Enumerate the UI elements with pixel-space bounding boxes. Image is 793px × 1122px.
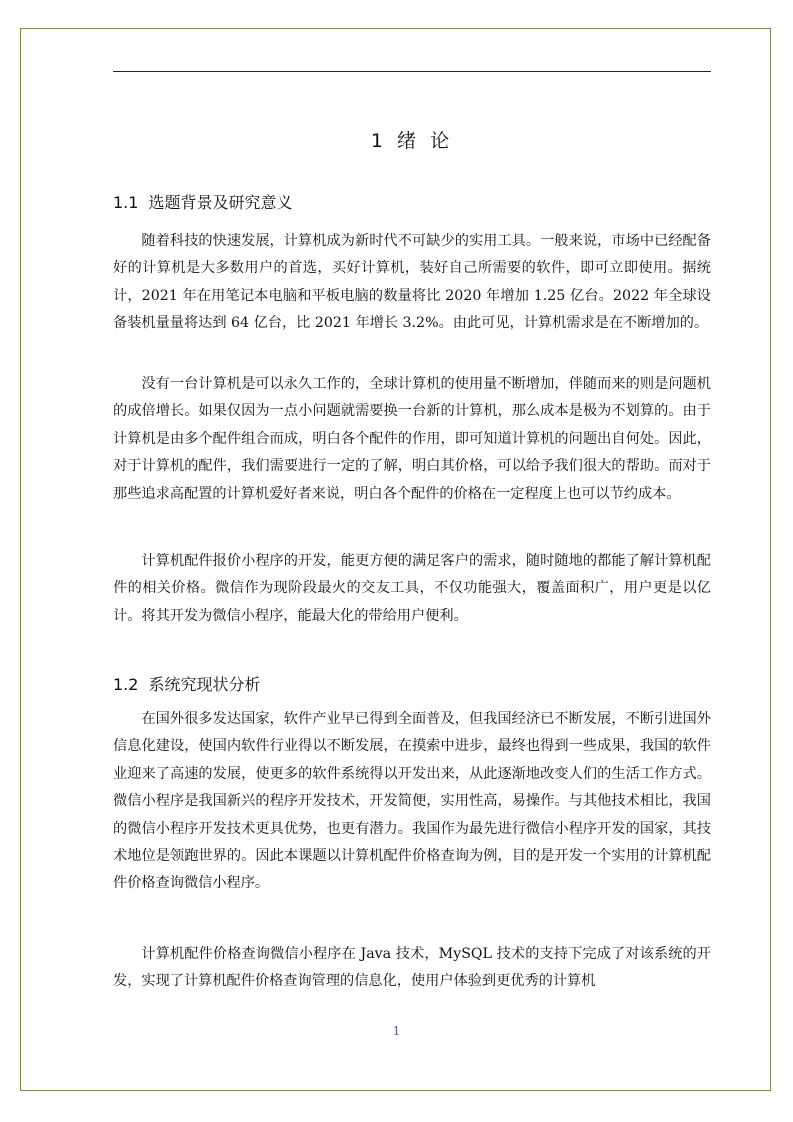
section-title: 选题背景及研究意义 — [148, 193, 293, 212]
paragraph: 计算机配件价格查询微信小程序在 Java 技术，MySQL 技术的支持下完成了对该系统的开发，实现了计算机配件价格查询管理的信息化，使用户体验到更优秀的计算机 — [113, 946, 711, 990]
section-number: 1.2 — [113, 675, 139, 694]
page-number: 1 — [392, 1024, 401, 1038]
paragraph: 在国外很多发达国家，软件产业早已得到全面普及，但我国经济已不断发展，不断引进国外信息化建设，使国内软件行业得以不断发展，在摸索中进步，最终也得到一些成果，我国的软件业迎来了高速的发展，使更多的软件系统得以开发出来，从此逐渐地改变人们的生活工作方式。微信小程序是我国新兴的程序开发技术，开发简便，实用性高，易操作。与其他技术相比，我国的微信小程序开发技术更具优势，也更有潜力。我国作为最先进行微信小程序开发的国家，其技术地位是领跑世界的。因此本课题以计算机配件价格查询为例，目的是开发一个实用的计算机配件价格查询微信小程序。 — [113, 711, 711, 892]
paragraph: 没有一台计算机是可以永久工作的，全球计算机的使用量不断增加，伴随而来的则是问题机的成倍增长。如果仅因为一点小问题就需要换一台新的计算机，那么成本是极为不划算的。由于计算机是由多个配件组合而成，明白各个配件的作用，即可知道计算机的问题出自何处。因此，对于计算机的配件，我们需要进行一定的了解，明白其价格，可以给予我们很大的帮助。而对于那些追求高配置的计算机爱好者来说，明白各个配件的价格在一定程度上也可以节约成本。 — [113, 376, 711, 502]
section-heading-1-2 — [113, 672, 711, 695]
section-heading-1-1 — [113, 190, 711, 213]
section-title: 系统究现状分析 — [148, 675, 261, 694]
chapter-title: 1 绪 论 — [370, 130, 454, 152]
paragraph: 随着科技的快速发展，计算机成为新时代不可缺少的实用工具。一般来说，市场中已经配备好的计算机是大多数用户的首选，买好计算机，装好自己所需要的软件，即可立即使用。据统计，2021 年在用笔记本电脑和平板电脑的数量将比 2020 年增加 1.25 亿台。2022 年全球设备装机量量将达到 64 亿台，比 2021 年增长 3.2%。由此可见，计算机需求是在不断增加的。 — [113, 233, 711, 332]
section-number: 1.1 — [113, 193, 139, 212]
header-rule — [113, 71, 711, 72]
paragraph: 计算机配件报价小程序的开发，能更方便的满足客户的需求，随时随地的都能了解计算机配件的相关价格。微信作为现阶段最火的交友工具，不仅功能强大，覆盖面积广，用户更是以亿计。将其开发为微信小程序，能最大化的带给用户便利。 — [113, 553, 711, 624]
